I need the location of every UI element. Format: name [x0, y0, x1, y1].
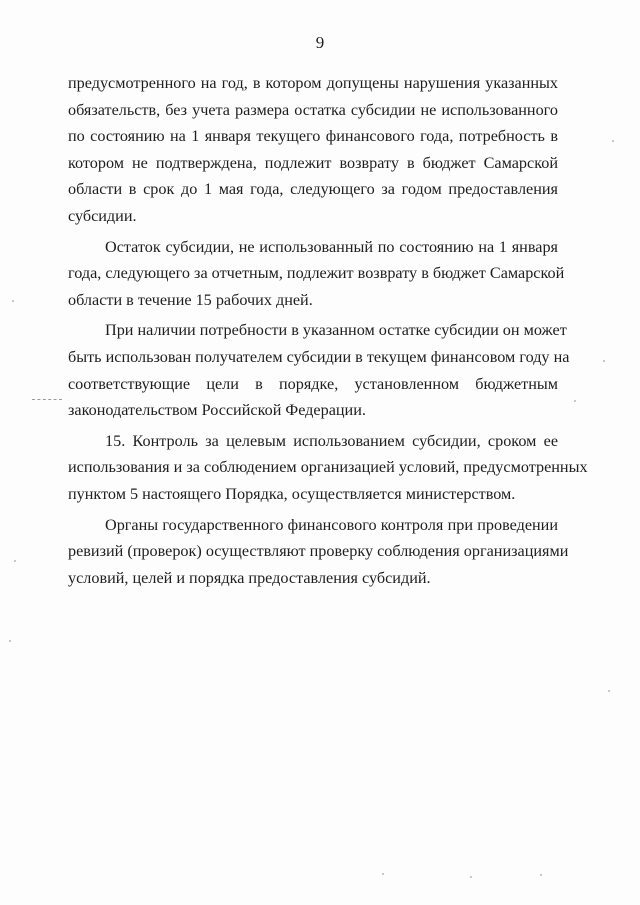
- scan-speck: [382, 873, 384, 875]
- text-line: предусмотренного на год, в котором допущены нарушения указанных: [68, 74, 558, 92]
- scan-artifact: [32, 399, 62, 401]
- scan-speck: [9, 640, 11, 642]
- scan-speck: [608, 690, 610, 692]
- paragraph-5: [68, 512, 569, 592]
- paragraph-3: [68, 317, 570, 423]
- scan-speck: [574, 400, 576, 402]
- text-line: Остаток субсидии, не использованный по состоянию на 1 января: [105, 237, 558, 256]
- scan-speck: [540, 874, 542, 876]
- text-line: ревизий (проверок) осуществляют проверку соблюдения организациями: [68, 542, 569, 561]
- text-line: Органы государственного финансового контроля при проведении: [105, 515, 558, 534]
- scan-speck: [12, 300, 14, 302]
- text-line: области в срок до 1 мая года, следующего за годом предоставления: [68, 180, 558, 199]
- text-line: быть использован получателем субсидии в текущем финансовом году на: [68, 347, 570, 366]
- text-line: 15. Контроль за целевым использованием субсидии, сроком ее: [105, 431, 558, 450]
- text-line: субсидии.: [68, 206, 137, 225]
- paragraph-1: [68, 70, 558, 230]
- text-line: использования и за соблюдением организацией условий, предусмотренных: [68, 458, 588, 477]
- page-number: 9: [315, 33, 325, 52]
- paragraph-4: [68, 428, 588, 508]
- scan-speck: [612, 140, 614, 142]
- text-line: соответствующие цели в порядке, установленном бюджетным: [68, 374, 558, 393]
- text-line: области в течение 15 рабочих дней.: [68, 290, 313, 309]
- scan-speck: [470, 876, 472, 878]
- text-line: обязательств, без учета размера остатка субсидии не использованного: [68, 100, 558, 119]
- text-line: по состоянию на 1 января текущего финансового года, потребность в: [68, 127, 558, 146]
- text-line: При наличии потребности в указанном остатке субсидии он может: [105, 321, 567, 340]
- text-line: пунктом 5 настоящего Порядка, осуществляется министерством.: [68, 484, 516, 503]
- scan-speck: [14, 560, 16, 562]
- text-line: законодательством Российской Федерации.: [68, 401, 366, 420]
- text-line: условий, целей и порядка предоставления субсидий.: [68, 568, 431, 587]
- scan-speck: [603, 360, 605, 362]
- paragraph-2: [68, 234, 565, 314]
- text-line: котором не подтверждена, подлежит возврату в бюджет Самарской: [68, 153, 558, 172]
- text-line: года, следующего за отчетным, подлежит возврату в бюджет Самарской: [68, 264, 565, 283]
- document-body: [68, 70, 588, 591]
